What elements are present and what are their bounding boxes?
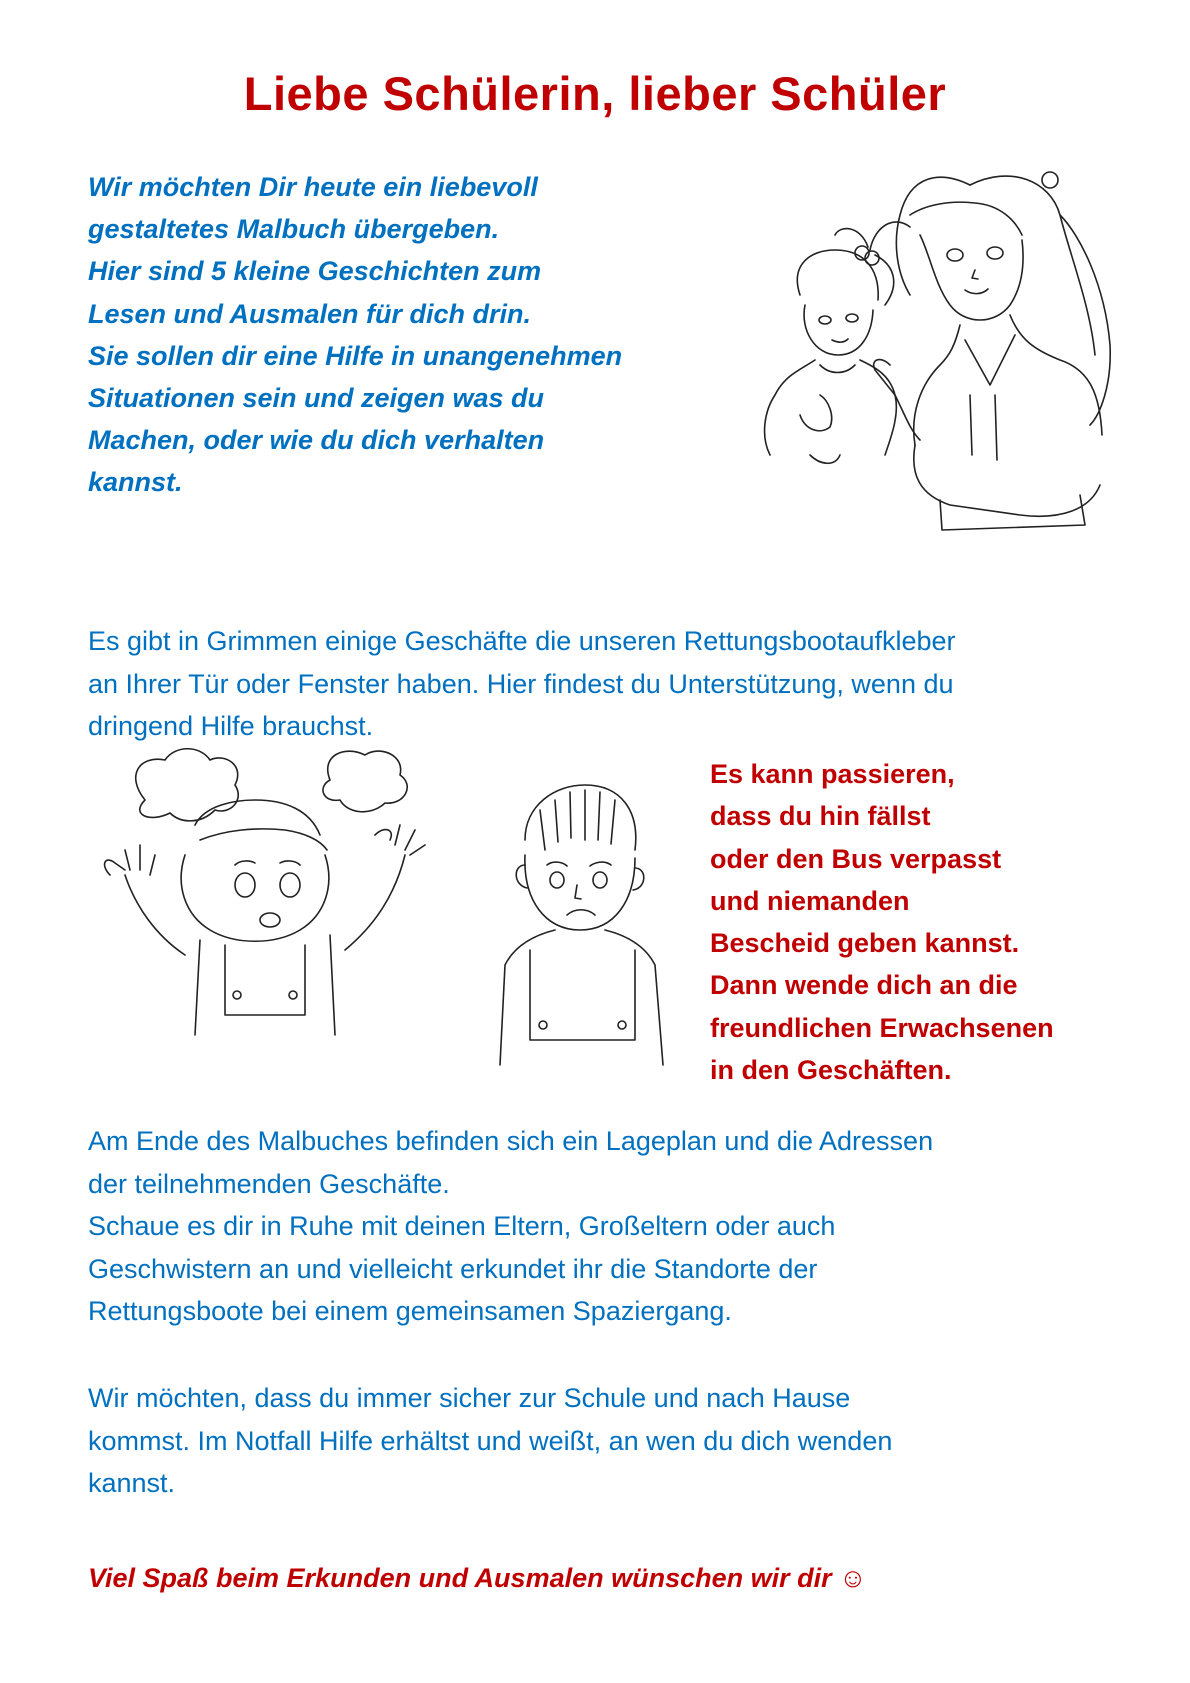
- map-line: Am Ende des Malbuches befinden sich ein Lageplan und die Adressen: [88, 1126, 934, 1156]
- intro-line: Situationen sein und zeigen was du: [88, 383, 545, 414]
- map-line: Geschwistern an und vielleicht erkundet ihr die Standorte der: [88, 1253, 818, 1284]
- intro-line: Hier sind 5 kleine Geschichten zum: [88, 256, 542, 287]
- intro-line: gestaltetes Malbuch übergeben.: [88, 214, 500, 245]
- map-paragraph: [88, 1120, 1138, 1333]
- situation-line: Es kann passieren,: [710, 759, 955, 789]
- teacher-and-child-illustration: [760, 155, 1140, 575]
- shops-paragraph: [88, 620, 1138, 748]
- scared-girl-illustration: [85, 745, 465, 1055]
- safety-line: kannst.: [88, 1468, 176, 1498]
- situation-line: Bescheid geben kannst.: [710, 928, 1020, 959]
- situation-paragraph: [710, 753, 1160, 1091]
- intro-line: Machen, oder wie du dich verhalten: [88, 425, 545, 456]
- closing-line: Viel Spaß beim Erkunden und Ausmalen wünschen wir dir ☺: [88, 1563, 867, 1593]
- intro-line: Sie sollen dir eine Hilfe in unangenehmen: [88, 340, 623, 371]
- safety-line: kommst. Im Notfall Hilfe erhältst und weißt, an wen du dich wenden: [88, 1425, 893, 1456]
- map-line: der teilnehmenden Geschäfte.: [88, 1168, 450, 1199]
- shops-line: Es gibt in Grimmen einige Geschäfte die unseren Rettungsbootaufkleber: [88, 626, 956, 656]
- situation-line: freundlichen Erwachsenen: [710, 1012, 1054, 1043]
- situation-line: oder den Bus verpasst: [710, 843, 1002, 874]
- page-title: Liebe Schülerin, lieber Schüler: [243, 67, 947, 120]
- situation-line: Dann wende dich an die: [710, 970, 1018, 1001]
- sad-boy-illustration: [495, 780, 670, 1070]
- intro-paragraph: [88, 166, 768, 504]
- safety-paragraph: [88, 1377, 1138, 1505]
- situation-line: und niemanden: [710, 885, 910, 916]
- situation-line: dass du hin fällst: [710, 801, 931, 832]
- map-line: Rettungsboote bei einem gemeinsamen Spaziergang.: [88, 1296, 732, 1326]
- intro-line: Wir möchten Dir heute ein liebevoll: [88, 172, 538, 202]
- situation-line: in den Geschäften.: [710, 1055, 952, 1086]
- intro-line: Lesen und Ausmalen für dich drin.: [88, 298, 532, 329]
- map-line: Schaue es dir in Ruhe mit deinen Eltern, Großeltern oder auch: [88, 1211, 836, 1241]
- shops-line: an Ihrer Tür oder Fenster haben. Hier findest du Unterstützung, wenn du: [88, 668, 954, 699]
- shops-line: dringend Hilfe brauchst.: [88, 711, 374, 741]
- safety-line: Wir möchten, dass du immer sicher zur Schule und nach Hause: [88, 1383, 851, 1413]
- intro-line: kannst.: [88, 467, 183, 498]
